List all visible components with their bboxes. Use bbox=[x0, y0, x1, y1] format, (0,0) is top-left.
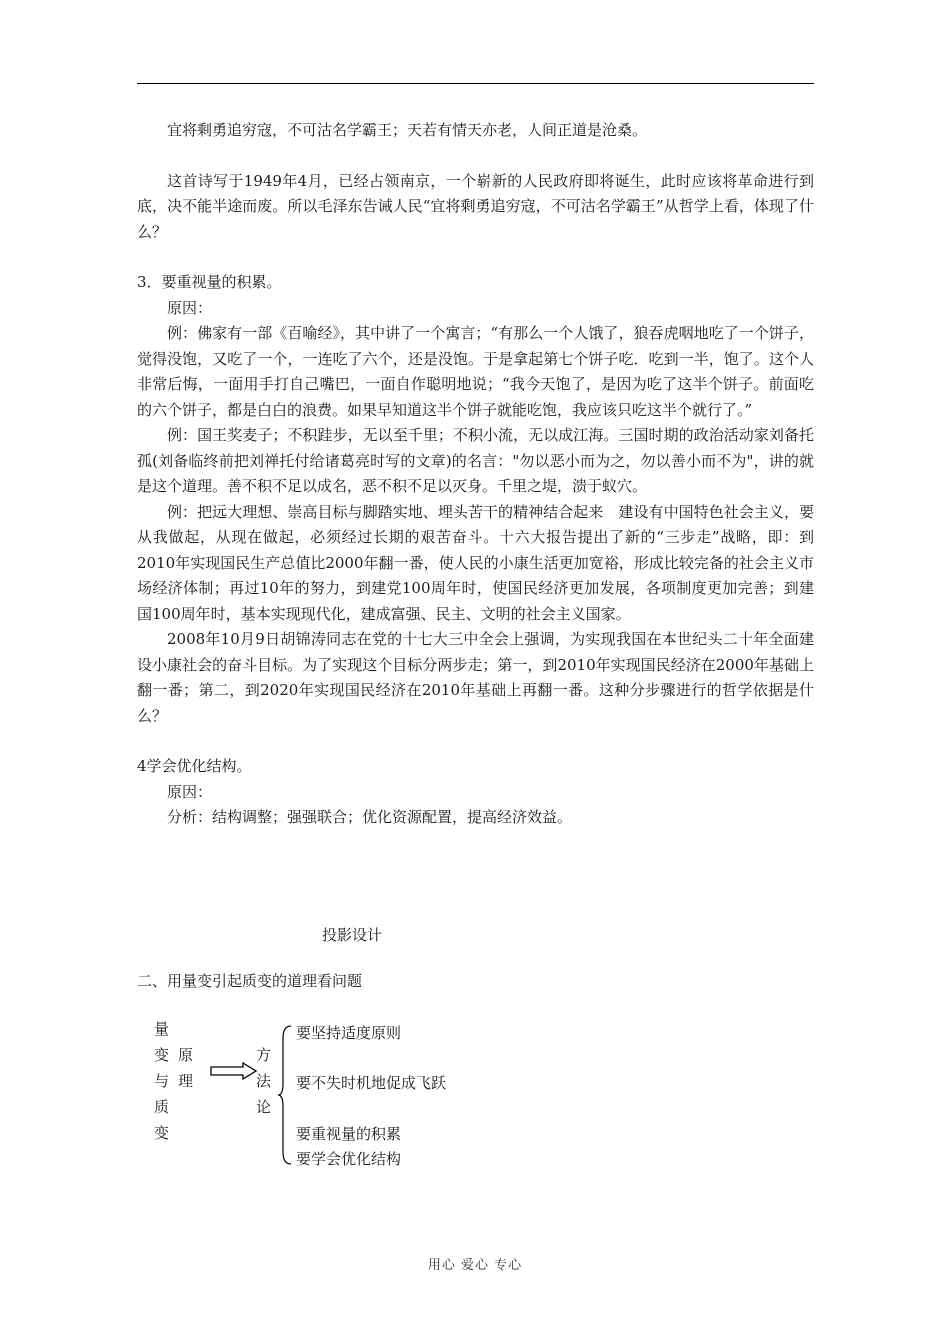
section3-reason: 原因： bbox=[167, 298, 213, 317]
section3-question: 2008年10月9日胡锦涛同志在党的十七大三中全会上强调，为实现我国在本世纪头二十年全面建设小康社会的奋斗目标。为了实现这个目标分两步走；第一，到2010年实现国民经济在2000年基础上翻一番；第二，到2020年实现国民经济在2010年基础上再翻一番。这种分步骤进行的哲学依据是什么？ bbox=[137, 630, 814, 725]
section4-reason: 原因： bbox=[167, 782, 213, 801]
diagram-left-char: 量 bbox=[154, 1020, 170, 1038]
diagram-item: 要不失时机地促成飞跃 bbox=[296, 1074, 447, 1092]
concept-diagram bbox=[140, 1018, 560, 1178]
brace-icon bbox=[278, 1024, 292, 1166]
poem-analysis: 这首诗写于1949年4月，已经占领南京，一个崭新的人民政府即将诞生，此时应该将革命进行到底，决不能半途而废。所以毛泽东告诫人民“宜将剩勇追穷寇，不可沽名学霸王”从哲学上看，体现了什么？ bbox=[137, 171, 814, 241]
section3-example1: 例：佛家有一部《百喻经》，其中讲了一个寓言；“有那么一个人饿了，狼吞虎咽地吃了一个饼子，觉得没饱，又吃了一个，一连吃了六个，还是没饱。于是拿起第七个饼子吃．吃到一半，饱了。这个人非常后悔，一面用手打自己嘴巴，一面自作聪明地说；“我今天饱了，是因为吃了这半个饼子。前面吃的六个饼子，都是白白的浪费。如果早知道这半个饼子就能吃饱，我应该只吃这半个就行了。” bbox=[137, 324, 814, 419]
diagram-method-char: 方 bbox=[256, 1046, 272, 1064]
diagram-left-char: 质 bbox=[154, 1098, 170, 1116]
diagram-principle-char: 原 bbox=[178, 1046, 194, 1064]
section4-heading: 4学会优化结构。 bbox=[137, 757, 252, 775]
diagram-item: 要坚持适度原则 bbox=[296, 1024, 402, 1042]
header-rule bbox=[137, 83, 814, 84]
diagram-principle-char: 理 bbox=[178, 1072, 194, 1090]
arrow-right-icon bbox=[210, 1062, 258, 1080]
section4-analysis: 分析：结构调整；强强联合；优化资源配置，提高经济效益。 bbox=[167, 808, 573, 826]
diagram-item: 要重视量的积累 bbox=[296, 1125, 402, 1143]
diagram-method-char: 法 bbox=[256, 1072, 272, 1090]
document-body bbox=[137, 118, 814, 831]
page-footer: 用心 爱心 专心 bbox=[427, 1258, 523, 1273]
section3-example2: 例：国王奖麦子；不积跬步，无以至千里；不积小流，无以成江海。三国时期的政治活动家刘备托孤(刘备临终前把刘禅托付给诸葛亮时写的文章)的名言："勿以恶小而为之，勿以善小而不为"，讲的就是这个道理。善不积不足以成名，恶不积不足以灭身。千里之堤，溃于蚁穴。 bbox=[137, 426, 814, 495]
diagram-method-char: 论 bbox=[256, 1098, 272, 1116]
diagram-left-char: 变 bbox=[154, 1124, 170, 1142]
section2-title: 二、用量变引起质变的道理看问题 bbox=[137, 972, 363, 990]
section3-heading: 3．要重视量的积累。 bbox=[137, 273, 282, 291]
diagram-left-char: 与 bbox=[154, 1072, 170, 1090]
poem-line: 宜将剩勇追穷寇，不可沽名学霸王；天若有情天亦老，人间正道是沧桑。 bbox=[167, 121, 648, 139]
diagram-item: 要学会优化结构 bbox=[296, 1150, 402, 1168]
diagram-left-char: 变 bbox=[154, 1046, 170, 1064]
section3-example3: 例：把远大理想、崇高目标与脚踏实地、埋头苦干的精神结合起来 建设有中国特色社会主义，要从我做起，从现在做起，必须经过长期的艰苦奋斗。十六大报告提出了新的“三步走”战略，即：到2010年实现国民生产总值比2000年翻一番，使人民的小康生活更加宽裕，形成比较完备的社会主义市场经济体制；再过10年的努力，到建党100周年时，使国民经济更加发展，各项制度更加完善；到建国100周年时，基本实现现代化，建成富强、民主、文明的社会主义国家。 bbox=[137, 502, 814, 623]
projection-title: 投影设计 bbox=[322, 926, 383, 944]
